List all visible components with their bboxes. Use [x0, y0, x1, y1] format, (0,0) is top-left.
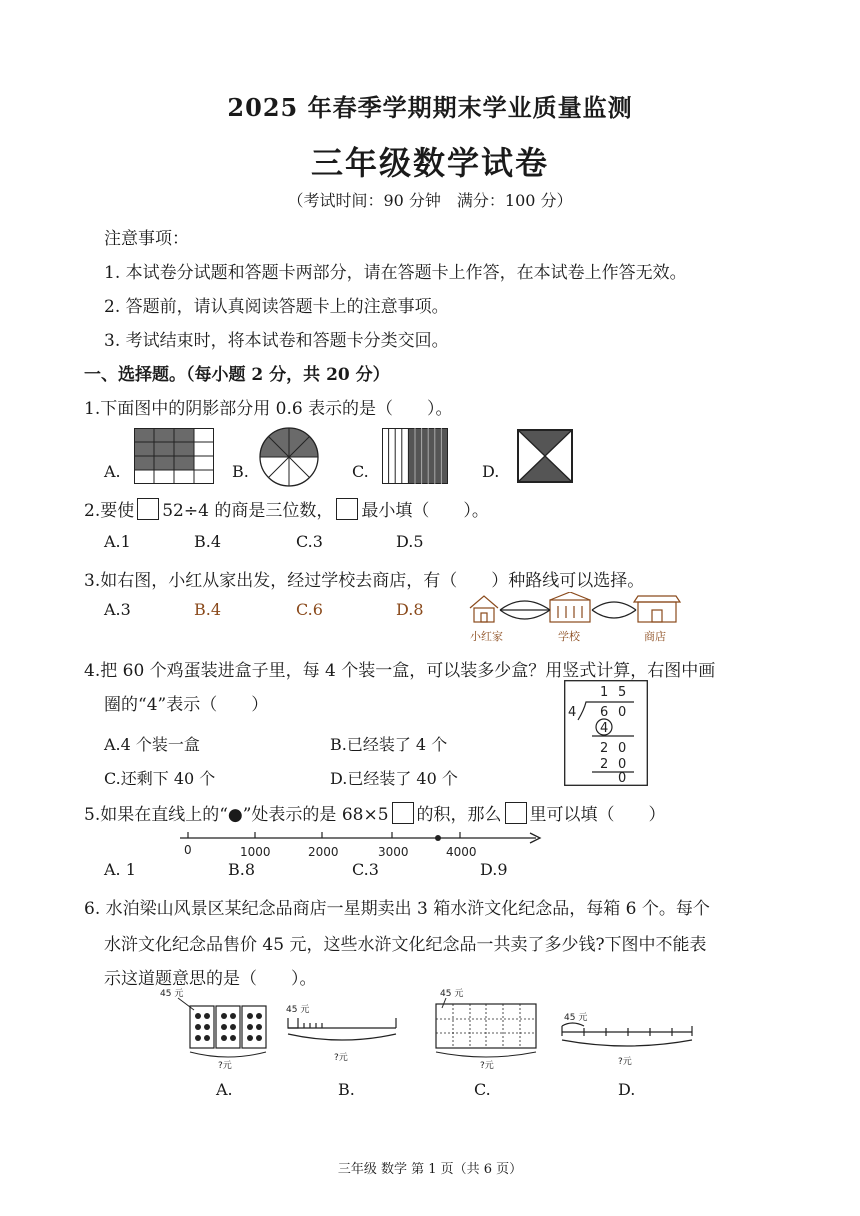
q2-option-d: D.5 — [396, 532, 424, 551]
circled-four: 4 — [600, 721, 609, 736]
note-item-1: 1. 本试卷分试题和答题卡两部分，请在答题卡上作答，在本试卷上作答无效。 — [104, 263, 687, 283]
q1-option-d-label: D. — [482, 462, 500, 481]
q1-figure-circle — [258, 426, 320, 488]
tick-label-3000: 3000 — [378, 845, 409, 859]
note-item-3: 3. 考试结束时，将本试卷和答题卡分类交回。 — [104, 331, 449, 351]
q5-stem-part-a: 5.如果在直线上的“●”处表示的是 68×5 — [84, 805, 389, 825]
exam-title: 2025 年春季学期期末学业质量监测 — [227, 93, 633, 122]
q6c-unknown-label: ?元 — [480, 1061, 494, 1070]
q2-option-b: B.4 — [194, 532, 222, 551]
place-shop-label: 商店 — [644, 630, 666, 643]
q2-option-a: A.1 — [104, 532, 131, 551]
q1-figure-hourglass — [516, 428, 574, 484]
step2-digit-1: 2 — [600, 757, 609, 772]
remainder-digit-1: 2 — [600, 741, 609, 756]
q5-stem-part-b: 的积，那么 — [416, 805, 502, 825]
q1-figure-strips — [382, 428, 448, 484]
place-school-label: 学校 — [558, 630, 580, 643]
q5-option-d: D.9 — [480, 860, 508, 879]
page-footer: 三年级 数学 第 1 页（共 6 页） — [337, 1162, 523, 1177]
quotient-digit-2: 5 — [618, 685, 627, 700]
q6d-unknown-label: ?元 — [618, 1057, 632, 1067]
number-line-dot — [435, 835, 441, 841]
q6-option-a: A. — [216, 1080, 233, 1099]
tick-label-1000: 1000 — [240, 845, 271, 859]
q5-option-b: B.8 — [228, 860, 256, 879]
dividend-digit-2: 0 — [618, 705, 627, 720]
q1-option-a-label: A. — [104, 462, 121, 481]
q4-option-d: D.已经装了 40 个 — [330, 769, 458, 788]
q5-stem-part-c: 里可以填（ ） — [529, 805, 666, 825]
q2-blank-box-ref — [336, 498, 358, 520]
exam-subtitle: 三年级数学试卷 — [310, 144, 549, 182]
q6-figure-a — [158, 986, 272, 1070]
q6b-unknown-label: ?元 — [334, 1053, 348, 1063]
q2-option-c: C.3 — [296, 532, 323, 551]
q6-stem-line2: 水浒文化纪念品售价 45 元，这些水浒文化纪念品一共卖了多少钱?下图中不能表 — [104, 935, 707, 955]
dividend-digit-1: 6 — [600, 705, 609, 720]
notes-heading: 注意事项： — [104, 229, 189, 249]
q6-figure-b — [284, 1000, 400, 1066]
q3-option-a: A.3 — [104, 600, 131, 619]
house-icon — [470, 596, 498, 622]
q4-option-c: C.还剩下 40 个 — [104, 769, 216, 788]
tick-label-4000: 4000 — [446, 845, 477, 859]
exam-info: （考试时间：90 分钟 满分：100 分） — [287, 191, 573, 210]
q2-stem — [84, 496, 489, 521]
q4-stem-line1: 4.把 60 个鸡蛋装进盒子里，每 4 个装一盒，可以装多少盒？用竖式计算，右图中画 — [84, 661, 716, 681]
q3-option-c: C.6 — [296, 600, 323, 619]
q6-stem-line3: 示这道题意思的是（ ）。 — [104, 969, 317, 989]
note-item-2: 2. 答题前，请认真阅读答题卡上的注意事项。 — [104, 297, 449, 317]
q3-option-b: B.4 — [194, 600, 222, 619]
divisor: 4 — [568, 705, 577, 720]
q2-stem-part-b: 52÷4 的商是三位数， — [162, 501, 334, 521]
step2-digit-2: 0 — [618, 757, 627, 772]
q6d-price-label: 45 元 — [564, 1013, 588, 1023]
remainder-digit-2: 0 — [618, 741, 627, 756]
q2-blank-box — [137, 498, 159, 520]
q2-stem-part-a: 2.要使 — [84, 501, 135, 521]
q6-option-c: C. — [474, 1080, 491, 1099]
q6-option-d: D. — [618, 1080, 636, 1099]
q4-option-a: A.4 个装一盒 — [104, 735, 200, 754]
q1-stem: 1.下面图中的阴影部分用 0.6 表示的是（ ）。 — [84, 399, 453, 419]
q6-figure-c — [432, 986, 540, 1070]
q6-option-b: B. — [338, 1080, 355, 1099]
q2-stem-part-c: 最小填（ ）。 — [361, 501, 489, 521]
q6b-price-label: 45 元 — [286, 1005, 310, 1015]
q6a-price-label: 45 元 — [160, 989, 184, 999]
tick-label-0: 0 — [184, 843, 192, 857]
q6-figure-d — [560, 1010, 696, 1070]
q6a-unknown-label: ?元 — [218, 1061, 232, 1070]
q4-stem-line2: 圈的“4”表示（ ） — [104, 695, 269, 715]
q1-option-b-label: B. — [232, 462, 249, 481]
q4-option-b: B.已经装了 4 个 — [330, 735, 448, 754]
q1-figure-grid — [134, 428, 214, 484]
q3-stem: 3.如右图，小红从家出发，经过学校去商店，有（ ）种路线可以选择。 — [84, 571, 645, 591]
place-home-label: 小红家 — [470, 630, 503, 643]
q5-stem — [84, 800, 666, 825]
q3-route-figure — [466, 592, 686, 646]
q6-stem-line1: 6. 水泊梁山风景区某纪念品商店一星期卖出 3 箱水浒文化纪念品，每箱 6 个。每个 — [84, 899, 710, 919]
section-heading: 一、选择题。（每小题 2 分，共 20 分） — [84, 365, 390, 385]
quotient-digit-1: 1 — [600, 685, 609, 700]
q5-blank-box — [392, 802, 414, 824]
q3-option-d: D.8 — [396, 600, 424, 619]
school-icon — [550, 592, 590, 622]
shop-icon — [634, 596, 680, 622]
tick-label-2000: 2000 — [308, 845, 339, 859]
q5-number-line — [170, 828, 550, 860]
q4-long-division — [564, 680, 648, 786]
final-remainder: 0 — [618, 771, 627, 786]
q5-blank-box-ref — [505, 802, 527, 824]
q1-option-c-label: C. — [352, 462, 369, 481]
q5-option-c: C.3 — [352, 860, 379, 879]
q5-option-a: A. 1 — [104, 860, 136, 879]
q6c-price-label: 45 元 — [440, 989, 464, 999]
